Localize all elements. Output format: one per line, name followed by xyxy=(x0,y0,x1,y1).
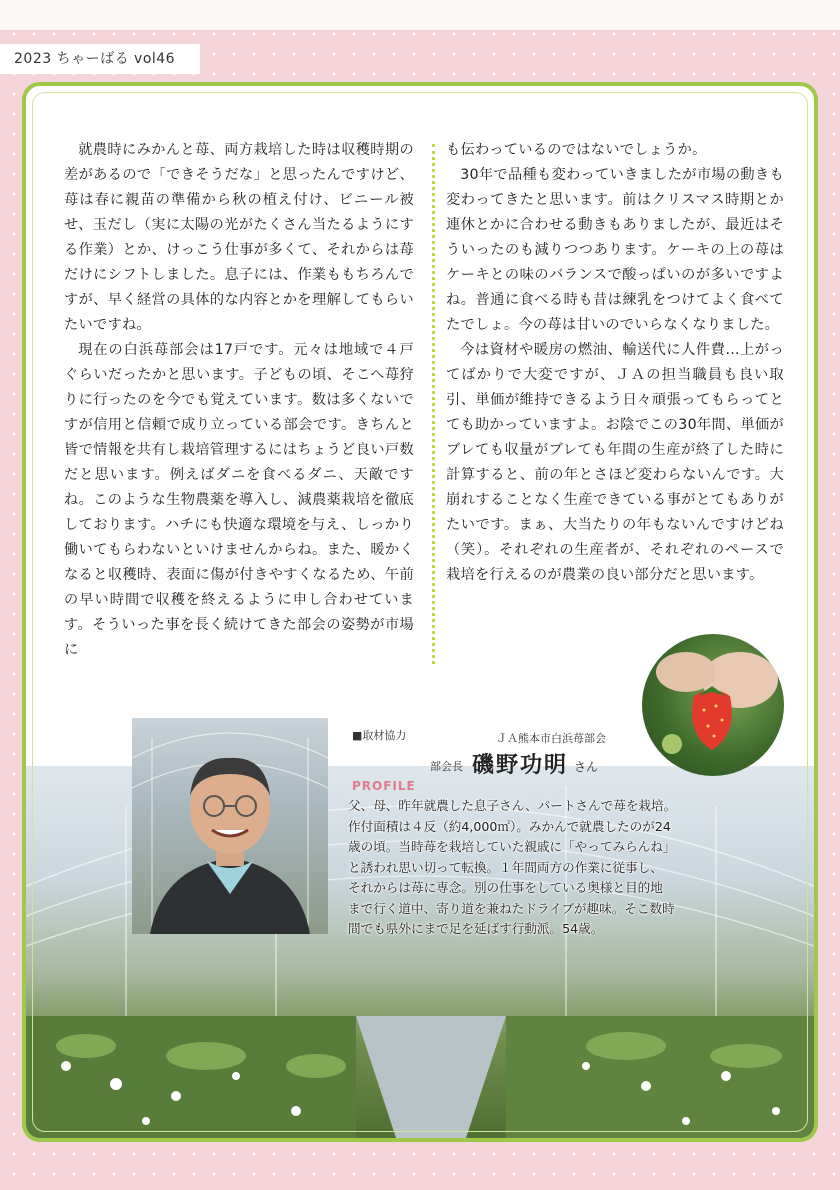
article-paragraph: 現在の白浜苺部会は17戸です。元々は地域で４戸ぐらいだったかと思います。子どもの頃、そこへ苺狩りに行ったのを今でも覚えています。数は多くないですが信用と信頼で成り立っている部会です。きちんと皆で情報を共有し栽培管理するにはちょうど良い戸数だと思います。例えばダニを食べるダニ、天敵ですね。このような生物農薬を導入し、減農薬栽培を徹底しております。ハチにも快適な環境を与え、しっかり働いてもらわないといけませんからね。また、暖かくなると収穫時、表面に傷が付きやすくなるため、午前の早い時間で収穫を終えるように申し合わせています。そういった事を長く続けてきた部会の姿勢が市場に xyxy=(64,342,414,658)
article-paragraph: 30年で品種も変わっていきましたが市場の動きも変わってきたと思います。前はクリスマス時期とか連休とかに合わせる動きもありましたが、最近はそういったのも減りつつあります。ケーキの上の苺はケーキとの味のバランスで酸っぱいのが多いですよね。普通に食べる時も昔は練乳をつけてよく食べてたでしょ。今の苺は甘いのでいらなくなりました。 xyxy=(446,167,784,333)
article-frame xyxy=(22,82,818,1142)
top-strip xyxy=(0,0,840,30)
article-right-column xyxy=(446,138,784,588)
profile-text: 父、母、昨年就農した息子さん、パートさんで苺を栽培。 作付面積は４反（約4,000㎡）。みかんで就農したのが24 歳の頃。当時苺を栽培していた親戚に「やってみらんね」 と誘われ思い切って転換。１年間両方の作業に従事し、 それからは苺に専念。別の仕事をしている奥様と目的地 まで行く道中、寄り道を兼ねたドライブが趣味。そこ数時 間でも県外にまで足を延ばす行動派。54歳。 xyxy=(348,798,677,936)
role-label: 部会長 xyxy=(430,760,463,773)
strawberry-illustration xyxy=(642,634,784,776)
article-paragraph-continuation: も伝わっているのではないでしょうか。 xyxy=(446,142,707,158)
portrait-photo xyxy=(132,718,328,934)
article-left-column xyxy=(64,138,414,663)
coverage-label: ■取材協力 xyxy=(352,729,407,742)
honorific: さん xyxy=(574,760,599,774)
strawberry-photo xyxy=(642,634,784,776)
column-divider xyxy=(432,144,435,664)
organization-name: ＪＡ熊本市白浜苺部会 xyxy=(496,732,606,745)
portrait-illustration xyxy=(132,718,328,934)
person-name: 磯野功明 xyxy=(472,753,569,778)
profile-heading: PROFILE xyxy=(352,779,416,793)
issue-header: 2023 ちゃーばる vol46 xyxy=(0,44,200,74)
article-paragraph: 今は資材や暖房の燃油、輸送代に人件費…上がってばかりで大変ですが、ＪＡの担当職員も良い取引、単価が維持できるよう日々頑張ってもらってとても助かっていますよ。お陰でこの30年間、単価がブレても収量がブレても年間の生産が終了した時に計算すると、前の年とさほど変わらないんです。大崩れすることなく生産できている事がとてもありがたいです。まぁ、大当たりの年もないんですけどね（笑）。それぞれの生産者が、それぞれのペースで栽培を行えるのが農業の良い部分だと思います。 xyxy=(446,342,784,583)
article-paragraph: 就農時にみかんと苺、両方栽培した時は収穫時期の差があるので「できそうだな」と思ったんですけど、苺は春に親苗の準備から秋の植え付け、ビニール被せ、玉だし（実に太陽の光がたくさん当たるようにする作業）とか、けっこう仕事が多くて、それからは苺だけにシフトしました。息子には、作業ももちろんですが、早く経営の具体的な内容とかを理解してもらいたいですね。 xyxy=(64,142,414,333)
